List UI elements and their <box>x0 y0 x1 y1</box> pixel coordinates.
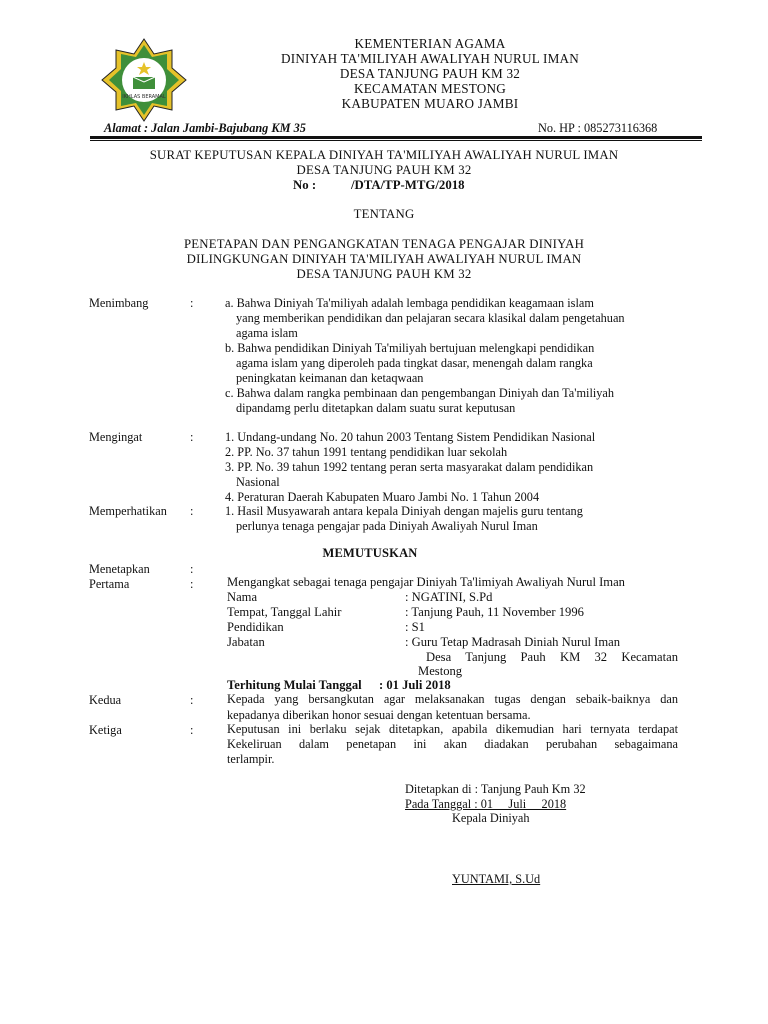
field-value: : S1 <box>405 620 425 634</box>
jabatan-continuation: Desa Tanjung Pauh KM 32 Kecamatan <box>426 650 678 664</box>
ketiga-colon: : <box>190 723 194 737</box>
kedua-line: Kepada yang bersangkutan agar melaksanakan tugas dengan sebaik-baiknya dan <box>227 692 678 706</box>
memperhatikan-line: 1. Hasil Musyawarah antara kepala Diniyah dengan majelis guru tentang <box>225 504 583 518</box>
subject-line1: PENETAPAN DAN PENGANGKATAN TENAGA PENGAJAR DINIYAH <box>183 237 585 251</box>
memperhatikan-line: perlunya tenaga pengajar pada Diniyah Awaliyah Nurul Iman <box>236 519 538 533</box>
jabatan-continuation: Mestong <box>418 664 463 678</box>
field-name: Pendidikan <box>227 620 284 634</box>
decree-title-line1: SURAT KEPUTUSAN KEPALA DINIYAH TA'MILIYAH AWALIYAH NURUL IMAN <box>149 148 619 162</box>
kedua-label: Kedua <box>89 693 122 707</box>
ketiga-line: terlampir. <box>227 752 275 766</box>
decree-number-value: /DTA/TP-MTG/2018 <box>351 178 465 192</box>
menimbang-line: c. Bahwa dalam rangka pembinaan dan pengembangan Diniyah dan Ta'miliyah <box>225 386 615 400</box>
kedua-colon: : <box>190 693 194 707</box>
subject-line2: DILINGKUNGAN DINIYAH TA'MILIYAH AWALIYAH NURUL IMAN <box>186 252 582 266</box>
memperhatikan-label: Memperhatikan <box>89 504 167 518</box>
svg-text:IKHLAS BERAMAL: IKHLAS BERAMAL <box>122 94 166 100</box>
menimbang-colon: : <box>190 296 194 310</box>
header-district: KECAMATAN MESTONG <box>354 81 506 96</box>
kedua-line: kepadanya diberikan honor sesuai dengan ketentuan bersama. <box>227 708 531 722</box>
header-regency: KABUPATEN MUARO JAMBI <box>341 96 519 111</box>
header-address: Alamat : Jalan Jambi-Bajubang KM 35 <box>104 121 306 135</box>
field-value: : NGATINI, S.Pd <box>405 590 493 604</box>
memperhatikan-colon: : <box>190 504 194 518</box>
field-value: : Guru Tetap Madrasah Diniah Nurul Iman <box>405 635 621 649</box>
field-name: Nama <box>227 590 258 604</box>
mengingat-line: 3. PP. No. 39 tahun 1992 tentang peran serta masyarakat dalam pendidikan <box>225 460 594 474</box>
signature-date: Pada Tanggal : 01 Juli 2018 <box>405 797 567 811</box>
menimbang-line: yang memberikan pendidikan dan pelajaran secara klasikal dalam pengetahuan <box>236 311 625 325</box>
mengingat-line: 1. Undang-undang No. 20 tahun 2003 Tentang Sistem Pendidikan Nasional <box>225 430 596 444</box>
header-school-name: DINIYAH TA'MILIYAH AWALIYAH NURUL IMAN <box>281 51 579 66</box>
pertama-label: Pertama <box>89 577 130 591</box>
menimbang-line: agama islam yang diperoleh pada tingkat dasar, menengah dalam rangka <box>236 356 593 370</box>
field-value: : Tanjung Pauh, 11 November 1996 <box>405 605 584 619</box>
tentang-heading: TENTANG <box>353 207 415 221</box>
mengingat-line: 4. Peraturan Daerah Kabupaten Muaro Jambi No. 1 Tahun 2004 <box>225 490 540 504</box>
mengingat-colon: : <box>190 430 194 444</box>
mengingat-line: 2. PP. No. 37 tahun 1991 tentang pendidikan luar sekolah <box>225 445 508 459</box>
ketiga-label: Ketiga <box>89 723 122 737</box>
header-phone: No. HP : 085273116368 <box>538 121 658 135</box>
menimbang-line: dipandamg perlu ditetapkan dalam suatu surat keputusan <box>236 401 516 415</box>
ketiga-line: Kekeliruan dalam penetapan ini akan diadakan perubahan sebagaimana <box>227 737 678 751</box>
menetapkan-colon: : <box>190 562 194 576</box>
menimbang-line: b. Bahwa pendidikan Diniyah Ta'miliyah bertujuan melengkapi pendidikan <box>225 341 595 355</box>
signature-place: Ditetapkan di : Tanjung Pauh Km 32 <box>405 782 586 796</box>
mengingat-label: Mengingat <box>89 430 143 444</box>
decree-number-label: No : <box>293 178 317 192</box>
start-date-value: : 01 Juli 2018 <box>379 678 451 692</box>
pertama-colon: : <box>190 577 194 591</box>
decree-title-line2: DESA TANJUNG PAUH KM 32 <box>296 163 472 177</box>
signature-role: Kepala Diniyah <box>452 811 530 825</box>
menimbang-line: agama islam <box>236 326 298 340</box>
field-name: Tempat, Tanggal Lahir <box>227 605 342 619</box>
pertama-text: Mengangkat sebagai tenaga pengajar Diniyah Ta'limiyah Awaliyah Nurul Iman <box>227 575 625 589</box>
mengingat-line: Nasional <box>236 475 280 489</box>
signature-name: YUNTAMI, S.Ud <box>452 872 541 886</box>
header-village: DESA TANJUNG PAUH KM 32 <box>339 66 521 81</box>
menimbang-line: a. Bahwa Diniyah Ta'miliyah adalah lembaga pendidikan keagamaan islam <box>225 296 594 310</box>
field-name: Jabatan <box>227 635 265 649</box>
menimbang-line: peningkatan keimanan dan ketaqwaan <box>236 371 424 385</box>
start-date-label: Terhitung Mulai Tanggal <box>227 678 362 692</box>
header-ministry: KEMENTERIAN AGAMA <box>354 36 506 51</box>
subject-line3: DESA TANJUNG PAUH KM 32 <box>296 267 472 281</box>
menimbang-label: Menimbang <box>89 296 149 310</box>
menetapkan-label: Menetapkan <box>89 562 150 576</box>
header-divider <box>90 136 702 141</box>
ketiga-line: Keputusan ini berlaku sejak ditetapkan, apabila dikemudian hari ternyata terdapat <box>227 722 678 736</box>
memutuskan-heading: MEMUTUSKAN <box>322 546 418 560</box>
